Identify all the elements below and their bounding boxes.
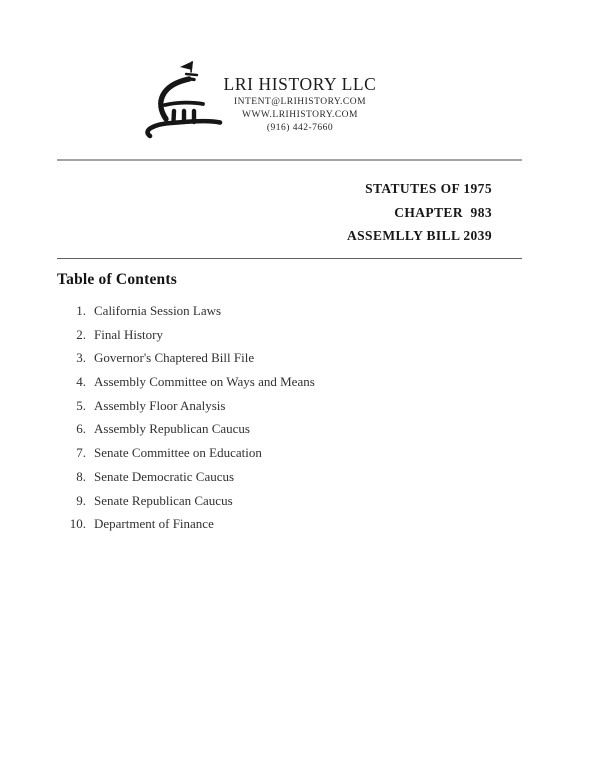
company-phone: (916) 442-7660 <box>266 123 334 133</box>
toc-item <box>56 399 315 412</box>
toc-item-number: 6. <box>76 421 86 437</box>
toc-item-label: Department of Finance <box>94 516 214 532</box>
toc-item-number: 5. <box>76 397 86 413</box>
toc-item-number: 10. <box>69 516 86 532</box>
toc-item <box>56 446 315 459</box>
toc-item-label: Senate Democratic Caucus <box>94 468 235 484</box>
toc-item <box>56 375 315 388</box>
toc-item-number: 2. <box>76 326 86 342</box>
toc-item-number: 7. <box>76 445 86 461</box>
company-email: INTENT@LRIHISTORY.COM <box>233 97 367 107</box>
toc-item-number: 8. <box>76 468 86 484</box>
toc-heading: Table of Contents <box>57 271 177 288</box>
toc-item-number: 4. <box>76 374 86 390</box>
assembly-bill-line: ASSEMLLY BILL 2039 <box>346 228 492 243</box>
statutes-line: STATUTES OF 1975 <box>365 181 492 196</box>
toc-item-number: 3. <box>76 350 86 366</box>
toc-item-label: Governor's Chaptered Bill File <box>94 350 255 366</box>
toc-item <box>56 470 315 483</box>
toc-item <box>56 517 315 530</box>
divider-top <box>57 159 522 161</box>
toc-item <box>56 351 315 364</box>
toc-item-label: Assembly Floor Analysis <box>94 397 226 413</box>
company-website: WWW.LRIHISTORY.COM <box>242 110 358 120</box>
company-name: LRI HISTORY LLC <box>223 74 377 94</box>
toc-item-number: 1. <box>76 303 86 318</box>
toc-item <box>56 422 315 435</box>
toc-list <box>56 304 315 541</box>
toc-item-label: Assembly Republican Caucus <box>94 421 250 437</box>
toc-item-label: California Session Laws <box>94 303 222 318</box>
divider-bottom <box>57 258 522 259</box>
toc-item <box>56 304 315 317</box>
toc-item-number: 9. <box>76 492 86 508</box>
toc-item <box>56 328 315 341</box>
toc-item-label: Senate Committee on Education <box>94 445 262 461</box>
toc-item <box>56 494 315 507</box>
toc-item-label: Assembly Committee on Ways and Means <box>94 374 315 390</box>
toc-item-label: Senate Republican Caucus <box>94 492 233 508</box>
bill-identification-block <box>347 177 492 248</box>
chapter-line: CHAPTER 983 <box>394 204 492 220</box>
toc-item-label: Final History <box>94 326 163 342</box>
